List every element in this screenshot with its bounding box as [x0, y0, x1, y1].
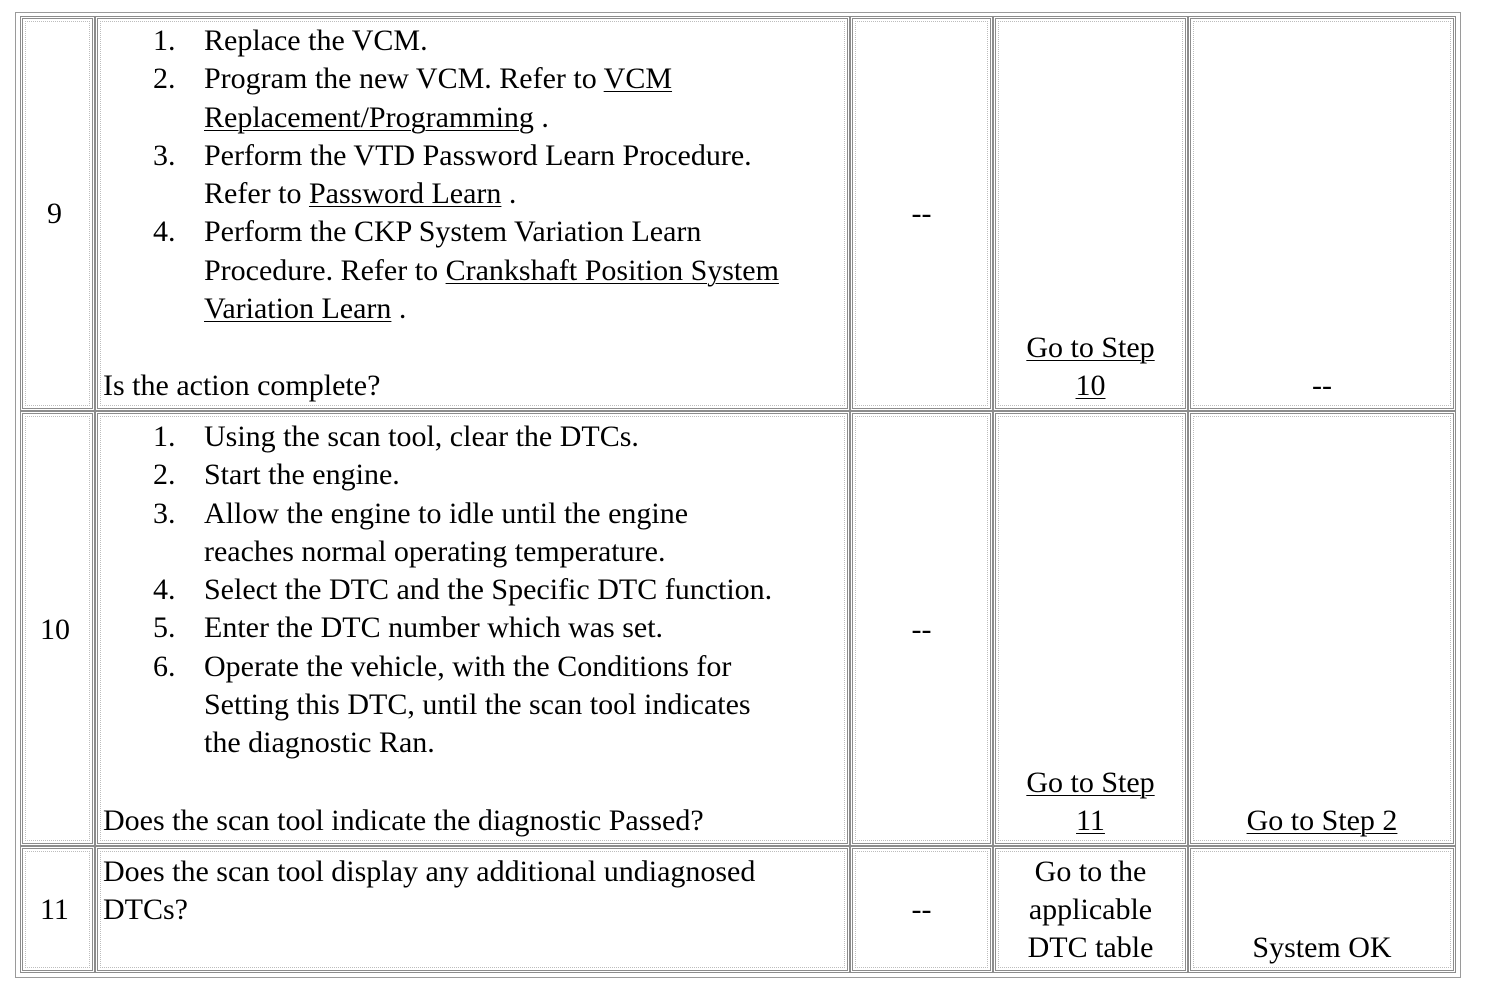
- step-text: Using the scan tool, clear the DTCs.: [204, 420, 639, 453]
- reference-link[interactable]: Variation Learn: [204, 292, 392, 326]
- action-step: [103, 609, 772, 647]
- step-index: 3.: [153, 496, 176, 530]
- step-line: [204, 60, 779, 98]
- step-text: Setting this DTC, until the scan tool indicates: [204, 688, 751, 722]
- step-text: Procedure. Refer to: [204, 253, 446, 287]
- step-text: .: [391, 292, 407, 326]
- action-steps: [103, 22, 779, 328]
- step-text: the diagnostic Ran.: [204, 726, 435, 760]
- step-text: .: [501, 177, 517, 211]
- step-number: 11: [40, 893, 69, 926]
- go-to-step-10-link[interactable]: 10: [1075, 369, 1106, 402]
- step-line: [204, 724, 772, 762]
- value-text: --: [911, 197, 932, 230]
- question-text: Is the action complete?: [103, 369, 381, 402]
- step-line: [204, 99, 779, 137]
- step-line: [204, 533, 772, 571]
- step-text: Perform the VTD Password Learn Procedure.: [204, 138, 752, 172]
- yes-text: DTC table: [1027, 931, 1154, 964]
- go-to-step-11-link[interactable]: 11: [1076, 804, 1105, 837]
- step-line: [204, 213, 779, 251]
- step-line: [204, 648, 772, 686]
- step-index: 6.: [153, 649, 176, 683]
- step-text: Replace the VCM.: [204, 24, 428, 57]
- step-number: 10: [40, 613, 70, 646]
- action-step: [103, 22, 779, 60]
- step-text: .: [533, 100, 549, 134]
- step-text: Perform the CKP System Variation Learn: [204, 215, 702, 249]
- question-text: Does the scan tool indicate the diagnostic Passed?: [103, 804, 704, 837]
- step-line: [204, 686, 772, 724]
- action-steps: [103, 418, 772, 763]
- reference-link[interactable]: VCM: [603, 62, 673, 96]
- step-line: [204, 175, 779, 213]
- go-to-step-2-link[interactable]: Go to Step 2: [1246, 804, 1398, 837]
- reference-link[interactable]: Password Learn: [308, 177, 502, 211]
- step-text: Refer to: [204, 177, 309, 211]
- no-text: --: [1312, 369, 1332, 402]
- go-to-step-11-link[interactable]: Go to Step: [1026, 766, 1155, 799]
- yes-text: Go to the: [1034, 855, 1147, 888]
- step-line: [204, 22, 779, 60]
- action-step: [103, 571, 772, 609]
- no-cell: [1188, 411, 1456, 846]
- step-text: Start the engine.: [204, 458, 400, 492]
- yes-text: applicable: [1028, 893, 1153, 926]
- step-index: 4.: [153, 215, 176, 249]
- step-line: [204, 252, 779, 290]
- step-text: Program the new VCM. Refer to: [204, 62, 604, 96]
- reference-link[interactable]: Crankshaft Position System: [445, 253, 779, 287]
- question-text: Does the scan tool display any additional undiagnosed: [103, 855, 756, 888]
- step-line: [204, 571, 772, 609]
- step-line: [204, 609, 772, 647]
- step-line: [204, 290, 779, 328]
- step-text: Operate the vehicle, with the Conditions for: [204, 649, 732, 683]
- step-line: [204, 456, 772, 494]
- step-number: 9: [47, 197, 62, 230]
- reference-link[interactable]: Replacement/Programming: [204, 100, 534, 134]
- step-index: 2.: [153, 62, 176, 96]
- step-index: 1.: [153, 420, 176, 453]
- step-line: [204, 418, 772, 456]
- action-step: [103, 418, 772, 456]
- value-text: --: [911, 893, 932, 926]
- no-text: System OK: [1252, 931, 1392, 964]
- action-step: [103, 60, 779, 137]
- step-text: reaches normal operating temperature.: [204, 534, 666, 568]
- action-step: [103, 495, 772, 572]
- step-line: [204, 495, 772, 533]
- step-index: 1.: [153, 24, 176, 57]
- step-text: Select the DTC and the Specific DTC function.: [204, 573, 773, 607]
- step-index: 4.: [153, 573, 176, 607]
- action-step: [103, 456, 772, 494]
- step-line: [204, 137, 779, 175]
- step-index: 5.: [153, 611, 176, 645]
- step-text: Allow the engine to idle until the engine: [204, 496, 689, 530]
- action-step: [103, 213, 779, 328]
- action-step: [103, 648, 772, 763]
- action-step: [103, 137, 779, 214]
- question-text: DTCs?: [103, 893, 188, 926]
- step-index: 3.: [153, 138, 176, 172]
- value-text: --: [911, 613, 932, 646]
- step-text: Enter the DTC number which was set.: [204, 611, 664, 645]
- step-index: 2.: [153, 458, 176, 492]
- no-cell: [1188, 16, 1456, 411]
- go-to-step-10-link[interactable]: Go to Step: [1026, 331, 1155, 364]
